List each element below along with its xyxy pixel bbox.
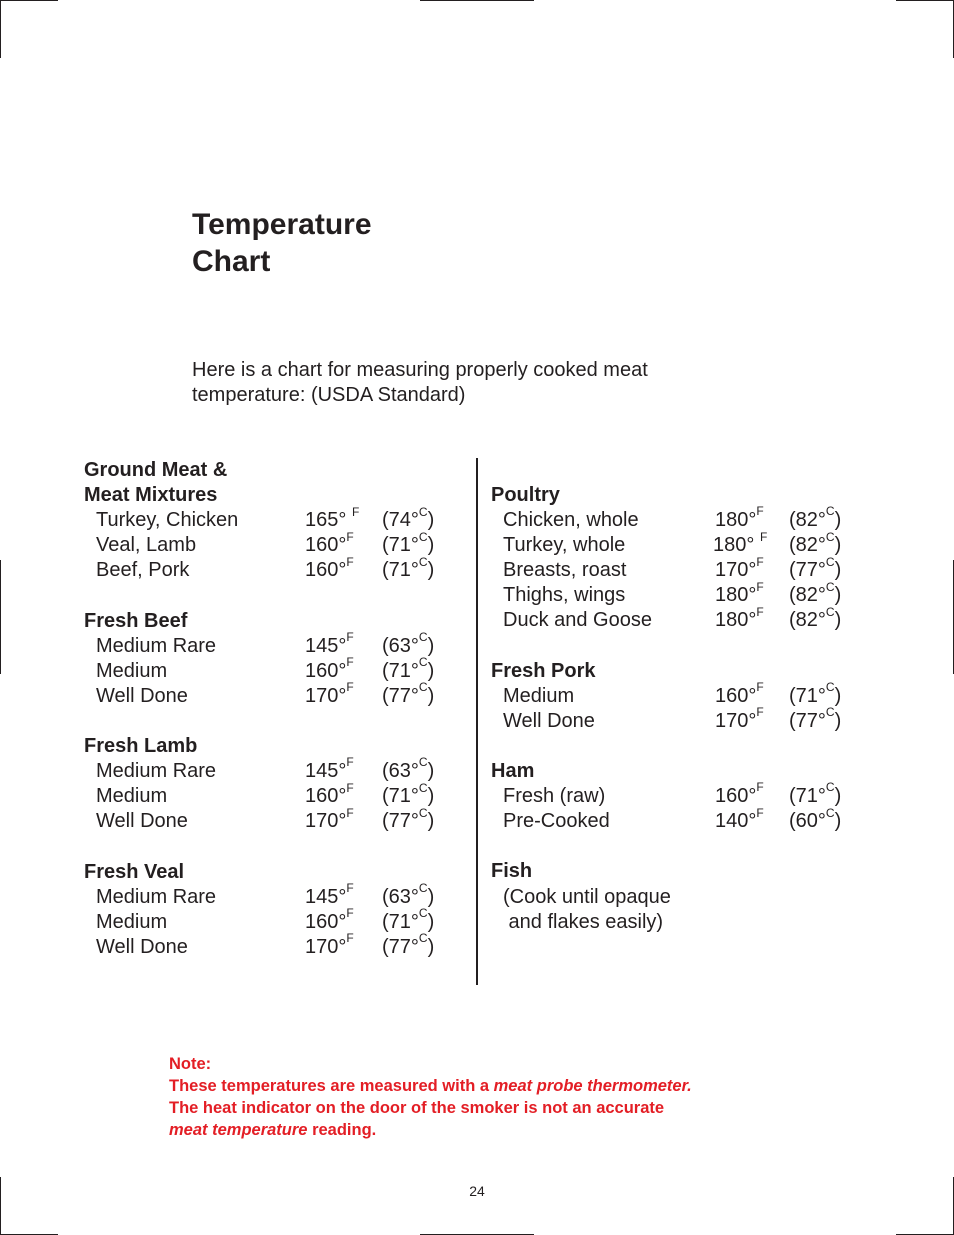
temp-row [84, 931, 454, 960]
temp-celsius: (82°$^C$) [789, 504, 842, 532]
item-name: Fresh (raw) [503, 785, 606, 808]
temp-celsius: (71°$^C$) [382, 554, 435, 582]
temp-celsius: (71°$^C$) [382, 529, 435, 557]
section-heading: Poultry [491, 484, 560, 506]
temp-row [491, 680, 861, 709]
temp-row [84, 630, 454, 659]
temp-fahrenheit: 180°$^F$ [715, 579, 764, 607]
page-title [192, 206, 372, 280]
temp-row [84, 780, 454, 809]
temp-row [84, 906, 454, 935]
temp-fahrenheit: 160°$^F$ [715, 780, 764, 808]
temp-celsius: (63°$^C$) [382, 755, 435, 783]
temp-celsius: (63°$^C$) [382, 880, 435, 908]
section-heading: Fresh Pork [491, 659, 596, 682]
temp-fahrenheit: 170°$^F$ [715, 554, 764, 582]
temp-celsius: (71°$^C$) [789, 680, 842, 707]
left-column [84, 458, 454, 985]
temp-row [491, 780, 861, 809]
thermometer-note [169, 1053, 829, 1141]
temp-celsius: (77°$^C$) [789, 554, 842, 582]
item-name: Duck and Goose [503, 609, 652, 632]
section-heading: Fish [491, 860, 533, 883]
temp-fahrenheit: 170°$^F$ [305, 805, 354, 833]
note-line-1: These temperatures are measured with a meat probe thermometer. [169, 1077, 692, 1095]
column-divider [476, 458, 478, 985]
temp-fahrenheit: 160°$^F$ [305, 655, 354, 682]
crop-mark [0, 0, 58, 1]
temp-row [491, 504, 861, 533]
temp-celsius: (60°$^C$) [789, 805, 842, 833]
item-name: Medium Rare [96, 885, 217, 908]
title-line-2: Chart [192, 245, 271, 278]
temp-fahrenheit: 145°$^F$ [305, 630, 354, 657]
temp-celsius: (77°$^C$) [382, 931, 435, 958]
temp-celsius: (82°$^C$) [789, 529, 842, 557]
note-label: Note: [169, 1055, 212, 1073]
item-name: Veal, Lamb [96, 534, 197, 557]
temp-celsius: (77°$^C$) [382, 680, 435, 707]
intro-text [192, 358, 752, 408]
temp-celsius: (74°$^C$) [382, 504, 435, 532]
temp-row [491, 705, 861, 734]
temp-celsius: (71°$^C$) [382, 655, 435, 682]
temp-fahrenheit: 180°$^F$ [715, 504, 764, 532]
temp-fahrenheit: 170°$^F$ [715, 705, 764, 732]
item-name: Well Done [96, 810, 188, 833]
temp-fahrenheit: 170°$^F$ [305, 931, 354, 958]
item-name: Thighs, wings [503, 584, 626, 607]
item-name: Turkey, whole [503, 534, 626, 557]
item-name: Turkey, Chicken [96, 509, 239, 532]
section-heading: Meat Mixtures [84, 484, 218, 507]
page-number: 24 [469, 1183, 485, 1199]
right-column [491, 483, 861, 960]
fish-note-line: and flakes easily) [503, 910, 664, 933]
temp-fahrenheit: 160°$^F$ [305, 529, 354, 557]
item-name: Well Done [96, 684, 188, 707]
temp-row [491, 579, 861, 608]
temp-fahrenheit: 180° $^F$ [713, 529, 768, 557]
title-line-1: Temperature [192, 208, 372, 241]
item-name: Medium Rare [96, 760, 217, 783]
temp-celsius: (71°$^C$) [382, 780, 435, 808]
temp-row [491, 805, 861, 834]
crop-mark [896, 0, 954, 1]
temp-fahrenheit: 180°$^F$ [715, 604, 764, 632]
intro-line-2: temperature: (USDA Standard) [192, 384, 466, 406]
temp-fahrenheit: 170°$^F$ [305, 680, 354, 707]
crop-mark [0, 0, 1, 58]
crop-mark [0, 560, 1, 674]
temp-row [491, 554, 861, 583]
section-poultry [491, 483, 861, 634]
temp-fahrenheit: 160°$^F$ [305, 780, 354, 808]
item-name: Medium Rare [96, 634, 217, 657]
section-ham [491, 759, 861, 834]
section-fresh-lamb [84, 734, 454, 834]
temp-fahrenheit: 145°$^F$ [305, 755, 354, 783]
item-name: Well Done [503, 709, 595, 732]
temp-fahrenheit: 140°$^F$ [715, 805, 764, 833]
temp-celsius: (71°$^C$) [789, 780, 842, 808]
section-heading: Fresh Veal [84, 860, 185, 883]
section-ground-meat [84, 458, 454, 583]
section-heading: Ground Meat & [84, 459, 228, 481]
section-fresh-veal [84, 860, 454, 960]
intro-line-1: Here is a chart for measuring properly cooked meat [192, 359, 648, 381]
note-line-3: meat temperature reading. [169, 1121, 377, 1139]
section-heading: Ham [491, 760, 535, 783]
crop-mark [420, 0, 534, 1]
item-name: Breasts, roast [503, 559, 627, 582]
temp-celsius: (77°$^C$) [382, 805, 435, 833]
item-name: Well Done [96, 935, 188, 958]
item-name: Chicken, whole [503, 509, 639, 532]
temp-row [84, 680, 454, 709]
section-fresh-pork [491, 659, 861, 734]
item-name: Medium [96, 910, 168, 933]
temp-celsius: (82°$^C$) [789, 579, 842, 607]
temp-fahrenheit: 145°$^F$ [305, 880, 354, 908]
temp-row [84, 655, 454, 684]
temp-row [84, 529, 454, 558]
temp-celsius: (77°$^C$) [789, 705, 842, 732]
temp-celsius: (63°$^C$) [382, 630, 435, 657]
section-heading: Fresh Lamb [84, 735, 198, 758]
section-fresh-beef [84, 609, 454, 709]
temp-fahrenheit: 165° $^F$ [305, 504, 360, 532]
temp-row [84, 755, 454, 784]
item-name: Pre-Cooked [503, 810, 610, 833]
temp-row [84, 554, 454, 583]
section-fish [491, 859, 861, 934]
temp-row [84, 880, 454, 910]
temp-row [491, 529, 861, 558]
item-name: Medium [96, 659, 168, 682]
fish-note-line: (Cook until opaque [503, 885, 671, 908]
temp-fahrenheit: 160°$^F$ [715, 680, 764, 707]
temp-row [84, 805, 454, 834]
item-name: Medium [503, 684, 575, 707]
note-line-2: The heat indicator on the door of the smoker is not an accurate [169, 1099, 665, 1117]
temp-fahrenheit: 160°$^F$ [305, 906, 354, 933]
section-heading: Fresh Beef [84, 609, 188, 632]
temp-row [84, 504, 454, 533]
temp-row [491, 604, 861, 633]
temp-celsius: (82°$^C$) [789, 604, 842, 632]
temp-fahrenheit: 160°$^F$ [305, 554, 354, 582]
temp-celsius: (71°$^C$) [382, 906, 435, 933]
item-name: Beef, Pork [96, 559, 190, 582]
item-name: Medium [96, 785, 168, 808]
